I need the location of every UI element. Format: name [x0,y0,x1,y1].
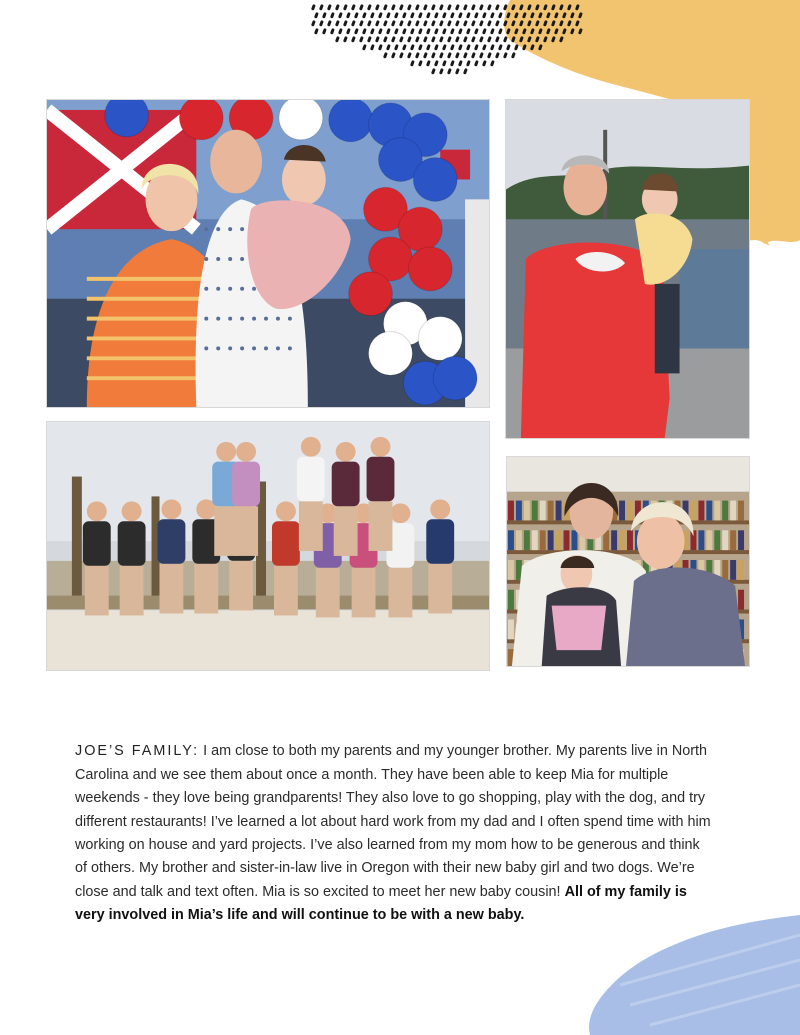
dot-pattern-decoration [305,0,595,75]
birthday-balloons-photo [46,99,490,408]
family-beach-group-photo [46,421,490,671]
family-story-paragraph [75,740,715,927]
blue-brush-stroke [560,915,800,1035]
story-body: I am close to both my parents and my younger brother. My parents live in North Carolina and we see them about once a month. They have been able to keep Mia for multiple weekends - they love being grandparents! They also love to go shopping, play with the dog, and try different restaurants! I’ve learned a lot about hard work from my dad and I often spend time with him working on house and yard projects. I’ve also learned from my mom how to be generous and think of others. My brother and sister-in-law live in Oregon with their new baby girl and two dogs. We’re close and talk and text often. Mia is so excited to meet her new baby cousin! [75,743,711,900]
story-closing: All of my family is very involved in Mia’s life and will continue to be with a new baby. [75,883,687,924]
grandfather-granddaughter-photo [505,99,750,439]
library-three-generations-photo [506,456,750,667]
story-lead: JOE’S FAMILY: [75,743,200,760]
